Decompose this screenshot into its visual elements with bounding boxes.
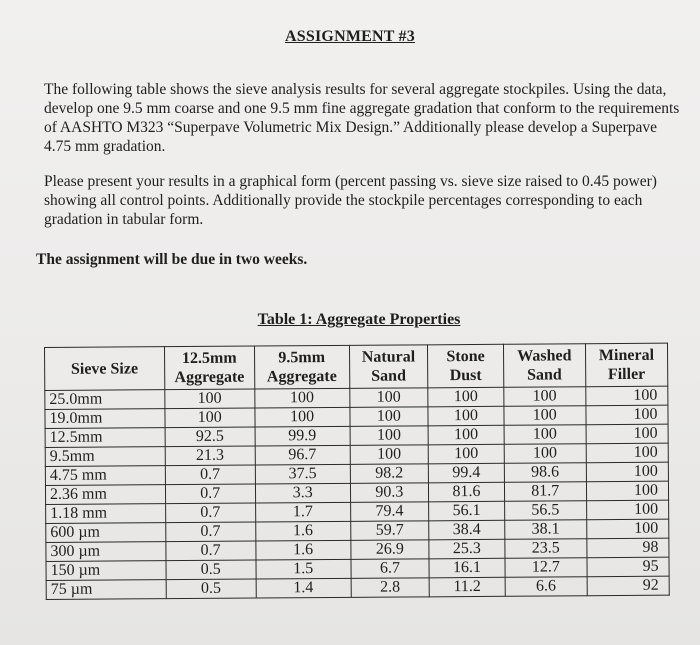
percent-passing-cell: 0.7 [165,503,255,523]
sieve-size-cell: 9.5mm [45,447,165,467]
instructions-paragraph: The following table shows the sieve analysis results for several aggregate stockpiles. Using the data, develop one 9.5 mm coarse and one 9.5 mm fine aggregate gradation that conform to the requirements of AASHTO M323 “Superpave Volumetric Mix Design.” Additionally please develop a Superpave 4.75 mm gradation. [44,81,680,155]
table-body [45,386,669,599]
percent-passing-cell: 100 [350,426,429,446]
percent-passing-cell: 0.5 [166,560,256,580]
percent-passing-cell: 1.4 [256,578,351,598]
percent-passing-cell: 38.1 [504,520,586,540]
percent-passing-cell: 0.7 [165,484,255,504]
percent-passing-cell: 100 [349,388,428,408]
percent-passing-cell: 98.6 [504,463,586,483]
sieve-size-cell: 12.5mm [45,428,165,448]
header-9-5mm-aggregate: 9.5mm Aggregate [254,345,349,389]
percent-passing-cell: 100 [504,444,586,464]
percent-passing-cell: 92 [587,576,669,596]
sieve-size-cell: 1.18 mm [46,504,166,524]
header-mineral-filler: Mineral Filler [585,343,668,387]
percent-passing-cell: 11.2 [429,577,505,597]
percent-passing-cell: 90.3 [350,483,429,503]
percent-passing-cell: 96.7 [255,445,350,465]
percent-passing-cell: 1.7 [255,502,350,522]
percent-passing-cell: 100 [586,500,668,520]
percent-passing-cell: 100 [586,462,668,482]
header-washed-sand: Washed Sand [503,344,585,388]
sieve-size-cell: 2.36 mm [45,485,165,505]
percent-passing-cell: 0.5 [166,579,256,599]
percent-passing-cell: 99.9 [255,426,350,446]
percent-passing-cell: 100 [586,519,668,539]
percent-passing-cell: 100 [504,406,586,426]
assignment-title: ASSIGNMENT #3 [285,28,415,45]
aggregate-properties-table [44,343,670,600]
percent-passing-cell: 1.6 [256,540,351,560]
percent-passing-cell: 81.6 [429,482,505,502]
presentation-paragraph: Please present your results in a graphical form (percent passing vs. sieve size raised to 0.45 power) showing all control points. Additionally provide the stockpile percentages corresponding to each gradation in tabular form. [44,173,657,228]
percent-passing-cell: 100 [428,425,504,445]
percent-passing-cell: 6.6 [505,577,587,597]
percent-passing-cell: 100 [586,424,668,444]
percent-passing-cell: 100 [586,405,668,425]
percent-passing-cell: 25.3 [429,539,505,559]
percent-passing-cell: 3.3 [255,483,350,503]
percent-passing-cell: 37.5 [255,464,350,484]
percent-passing-cell: 100 [165,408,255,428]
header-stone-dust: Stone Dust [428,344,504,388]
percent-passing-cell: 100 [504,425,586,445]
percent-passing-cell: 100 [349,407,428,427]
percent-passing-cell: 100 [504,387,586,407]
percent-passing-cell: 56.1 [429,501,505,521]
sieve-size-cell: 300 µm [46,542,166,562]
sieve-size-cell: 75 µm [46,580,166,600]
percent-passing-cell: 16.1 [429,558,505,578]
sieve-size-cell: 19.0mm [45,409,165,429]
percent-passing-cell: 56.5 [504,501,586,521]
header-natural-sand: Natural Sand [349,345,428,389]
percent-passing-cell: 92.5 [165,427,255,447]
percent-passing-cell: 100 [586,481,668,501]
percent-passing-cell: 81.7 [504,482,586,502]
percent-passing-cell: 99.4 [429,463,505,483]
due-date-note: The assignment will be due in two weeks. [36,251,308,268]
header-sieve-size: Sieve Size [45,347,165,391]
sieve-size-cell: 150 µm [46,561,166,581]
percent-passing-cell: 26.9 [350,540,429,560]
header-12-5mm-aggregate: 12.5mm Aggregate [164,346,254,390]
sieve-size-cell: 4.75 mm [45,466,165,486]
table-header-row [45,343,668,390]
percent-passing-cell: 100 [586,443,668,463]
percent-passing-cell: 98 [587,538,669,558]
sieve-size-cell: 25.0mm [45,390,165,410]
percent-passing-cell: 100 [586,386,668,406]
percent-passing-cell: 0.7 [165,522,255,542]
percent-passing-cell: 0.7 [165,465,255,485]
percent-passing-cell: 59.7 [350,521,429,541]
percent-passing-cell: 2.8 [351,578,430,598]
percent-passing-cell: 95 [587,557,669,577]
sieve-size-cell: 600 µm [46,523,166,543]
percent-passing-cell: 100 [255,407,350,427]
table-row [46,576,669,599]
percent-passing-cell: 100 [255,388,350,408]
percent-passing-cell: 100 [428,444,504,464]
percent-passing-cell: 1.5 [256,559,351,579]
percent-passing-cell: 100 [428,406,504,426]
percent-passing-cell: 100 [428,387,504,407]
percent-passing-cell: 23.5 [505,539,587,559]
percent-passing-cell: 1.6 [255,521,350,541]
percent-passing-cell: 0.7 [166,541,256,561]
percent-passing-cell: 38.4 [429,520,505,540]
percent-passing-cell: 6.7 [351,559,430,579]
percent-passing-cell: 100 [350,445,429,465]
percent-passing-cell: 12.7 [505,558,587,578]
percent-passing-cell: 100 [165,389,255,409]
percent-passing-cell: 79.4 [350,502,429,522]
percent-passing-cell: 98.2 [350,464,429,484]
table-title: Table 1: Aggregate Properties [257,311,461,328]
percent-passing-cell: 21.3 [165,446,255,466]
